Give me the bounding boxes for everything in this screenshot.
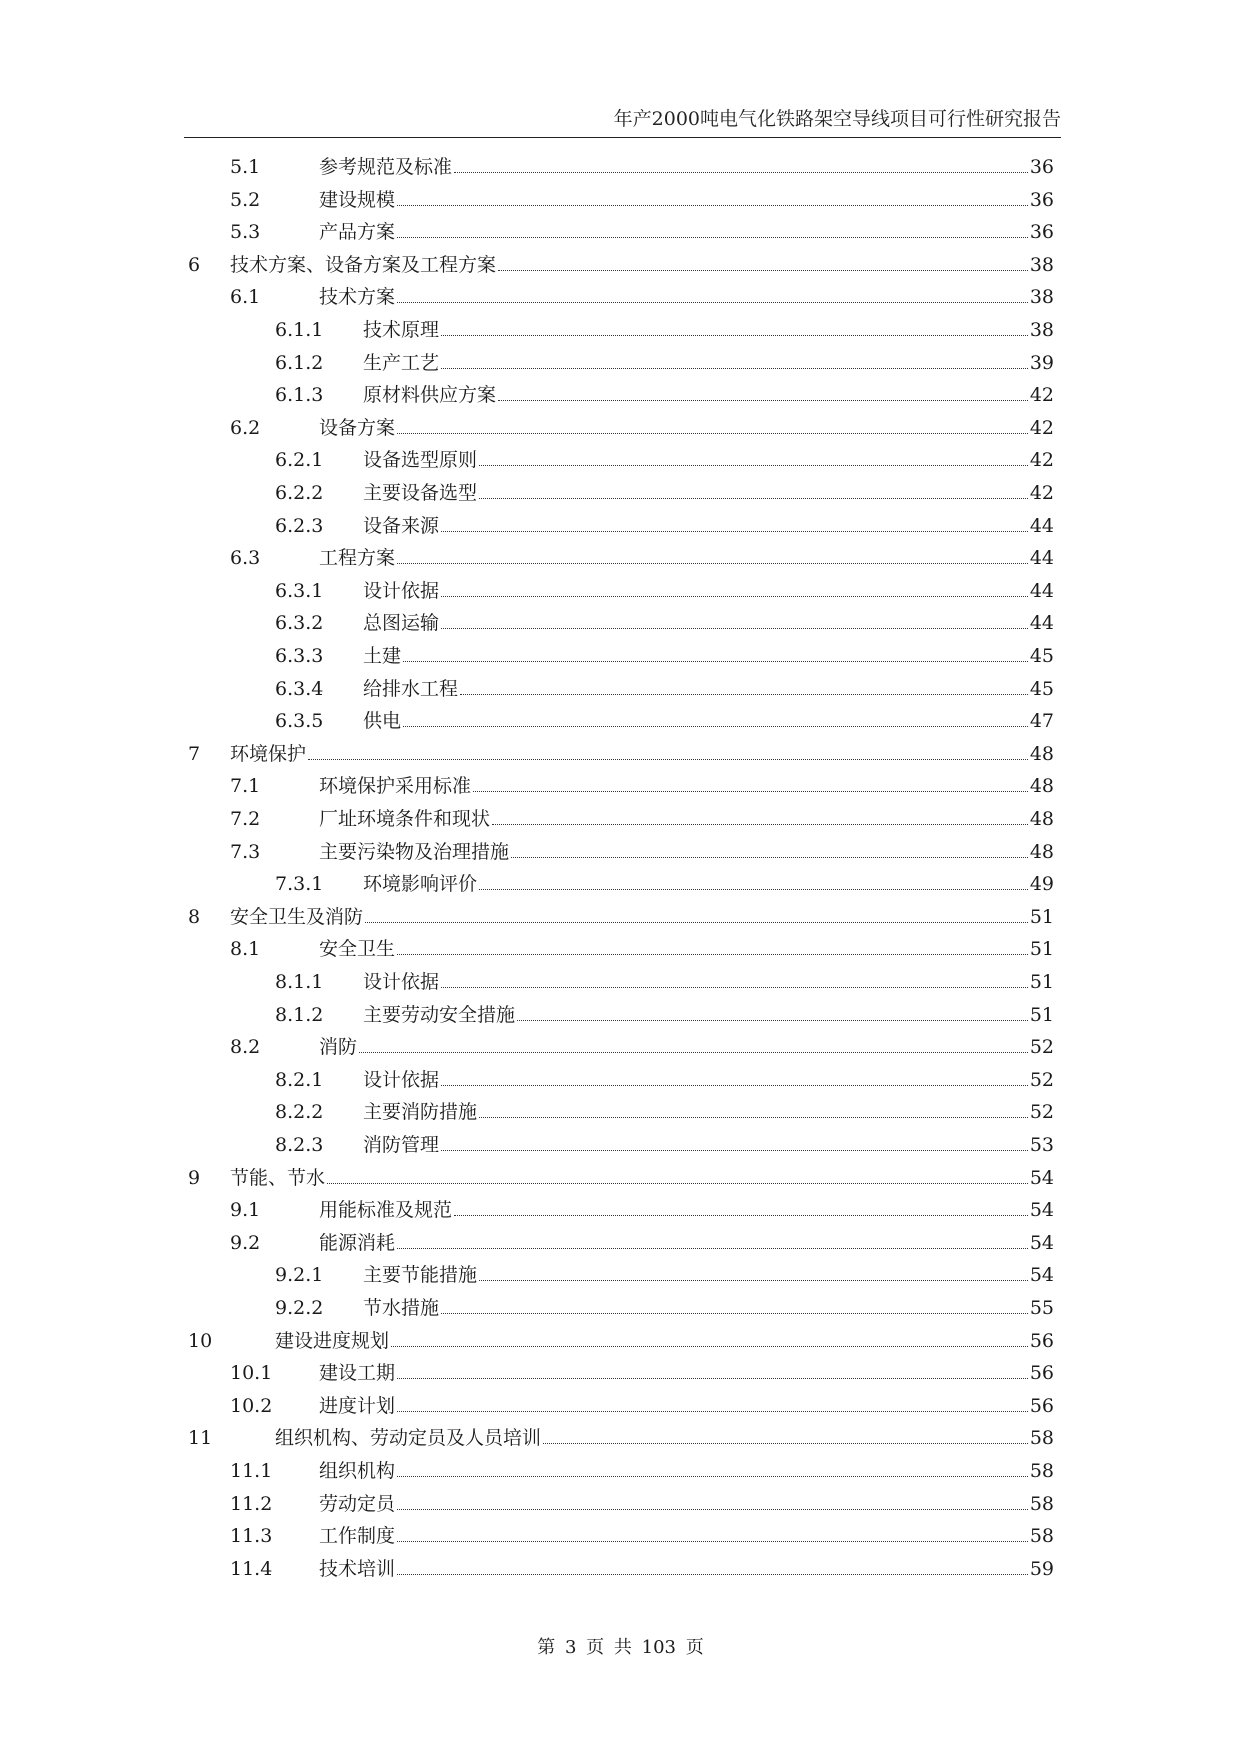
toc-entry-page: 51 xyxy=(1029,971,1054,993)
toc-leader-dots xyxy=(397,954,1028,955)
toc-entry-title: 环境保护 xyxy=(230,742,307,765)
toc-entry-title: 节能、节水 xyxy=(230,1166,326,1189)
toc-entry-title: 组织机构 xyxy=(319,1460,396,1482)
toc-entry-title: 设备选型原则 xyxy=(363,449,478,472)
toc-entry-page: 48 xyxy=(1029,808,1054,830)
toc-entry-number: 7.2 xyxy=(230,808,261,830)
toc-entry-title: 消防 xyxy=(319,1036,358,1059)
toc-entry-number: 6.3.5 xyxy=(275,710,324,733)
toc-entry-title: 安全卫生及消防 xyxy=(230,905,364,928)
toc-entry-page: 54 xyxy=(1029,1199,1054,1222)
toc-entry-number: 6.2.3 xyxy=(275,514,324,537)
toc-leader-dots xyxy=(397,1476,1028,1477)
toc-entry[interactable] xyxy=(0,477,1241,509)
toc-entry[interactable] xyxy=(0,1227,1241,1259)
toc-entry-number: 7.3 xyxy=(230,840,261,863)
toc-entry[interactable] xyxy=(0,542,1241,574)
toc-entry-page: 56 xyxy=(1029,1394,1054,1417)
toc-entry[interactable] xyxy=(0,314,1241,346)
toc-entry[interactable] xyxy=(0,1357,1241,1389)
toc-entry[interactable] xyxy=(0,1194,1241,1226)
toc-entry-number: 10.1 xyxy=(230,1362,273,1385)
toc-entry-number: 11 xyxy=(188,1427,213,1450)
toc-entry-number: 10.2 xyxy=(230,1394,273,1417)
toc-entry-number: 8.1.1 xyxy=(275,971,324,993)
toc-entry[interactable] xyxy=(0,249,1241,281)
toc-leader-dots xyxy=(479,498,1028,499)
toc-entry-number: 6.3.4 xyxy=(275,677,324,700)
toc-entry-number: 8.2 xyxy=(230,1036,261,1059)
toc-entry-page: 44 xyxy=(1029,579,1054,602)
toc-leader-dots xyxy=(511,857,1028,858)
toc-entry-page: 42 xyxy=(1029,416,1054,439)
toc-leader-dots xyxy=(441,1085,1028,1086)
toc-entry-number: 8.1.2 xyxy=(275,1003,324,1026)
toc-entry-number: 5.3 xyxy=(230,221,261,244)
toc-entry[interactable] xyxy=(0,1390,1241,1422)
toc-entry[interactable] xyxy=(0,705,1241,737)
toc-entry-number: 6 xyxy=(188,253,201,276)
toc-entry-number: 9.2.1 xyxy=(275,1264,324,1287)
toc-leader-dots xyxy=(441,335,1028,336)
toc-leader-dots xyxy=(441,628,1028,629)
toc-entry[interactable] xyxy=(0,1422,1241,1454)
toc-entry-number: 6.1.2 xyxy=(275,351,324,374)
toc-entry-page: 44 xyxy=(1029,514,1054,537)
toc-leader-dots xyxy=(365,922,1028,923)
toc-entry-title: 安全卫生 xyxy=(319,938,396,961)
toc-entry-number: 5.2 xyxy=(230,188,261,211)
toc-entry[interactable] xyxy=(0,510,1241,542)
toc-entry-number: 6.1.1 xyxy=(275,319,324,341)
toc-leader-dots xyxy=(473,791,1028,792)
toc-entry[interactable] xyxy=(0,738,1241,770)
toc-entry-title: 主要节能措施 xyxy=(363,1264,478,1287)
toc-entry-page: 51 xyxy=(1029,938,1054,961)
toc-entry-title: 消防管理 xyxy=(363,1134,440,1156)
toc-entry-page: 49 xyxy=(1029,873,1054,896)
toc-entry-number: 9.2 xyxy=(230,1231,261,1254)
toc-entry[interactable] xyxy=(0,607,1241,639)
toc-leader-dots xyxy=(397,1509,1028,1510)
toc-entry-title: 建设进度规划 xyxy=(275,1329,390,1352)
toc-entry-page: 51 xyxy=(1029,1003,1054,1026)
toc-entry-title: 建设工期 xyxy=(319,1362,396,1385)
toc-entry-number: 7.3.1 xyxy=(275,873,324,896)
toc-entry-number: 8.2.2 xyxy=(275,1101,324,1124)
toc-entry-number: 8 xyxy=(188,905,201,928)
toc-entry-title: 设计依据 xyxy=(363,1068,440,1091)
toc-leader-dots xyxy=(498,270,1028,271)
toc-entry[interactable] xyxy=(0,933,1241,965)
toc-entry-page: 52 xyxy=(1029,1101,1054,1124)
toc-entry-number: 7 xyxy=(188,742,201,765)
toc-entry[interactable] xyxy=(0,1031,1241,1063)
toc-entry-page: 48 xyxy=(1029,840,1054,863)
toc-entry-title: 用能标准及规范 xyxy=(319,1199,453,1222)
toc-leader-dots xyxy=(498,400,1028,401)
toc-entry-page: 54 xyxy=(1029,1166,1054,1189)
toc-entry-page: 53 xyxy=(1029,1134,1054,1156)
toc-entry-number: 6.2.2 xyxy=(275,482,324,504)
toc-entry-number: 8.2.1 xyxy=(275,1068,324,1091)
toc-entry-page: 38 xyxy=(1029,253,1054,276)
toc-leader-dots xyxy=(397,1411,1028,1412)
toc-entry[interactable] xyxy=(0,412,1241,444)
toc-entry-page: 52 xyxy=(1029,1068,1054,1091)
toc-entry-number: 9.1 xyxy=(230,1199,261,1222)
toc-entry-page: 45 xyxy=(1029,645,1054,667)
toc-leader-dots xyxy=(441,1313,1028,1314)
toc-entry-page: 55 xyxy=(1029,1297,1054,1319)
toc-entry-title: 劳动定员 xyxy=(319,1492,396,1515)
toc-entry[interactable] xyxy=(0,1129,1241,1161)
toc-entry-page: 39 xyxy=(1029,351,1054,374)
page-footer: 第 3 页 共 103 页 xyxy=(537,1637,704,1658)
toc-entry-title: 生产工艺 xyxy=(363,351,440,374)
header-divider xyxy=(184,137,1061,138)
toc-entry[interactable] xyxy=(0,1096,1241,1128)
toc-leader-dots xyxy=(543,1443,1028,1444)
toc-leader-dots xyxy=(441,531,1028,532)
toc-entry-title: 供电 xyxy=(363,710,402,733)
toc-entry-page: 38 xyxy=(1029,319,1054,341)
toc-leader-dots xyxy=(454,172,1028,173)
toc-entry-page: 59 xyxy=(1029,1557,1054,1580)
toc-leader-dots xyxy=(492,824,1028,825)
toc-leader-dots xyxy=(308,759,1028,760)
toc-leader-dots xyxy=(441,987,1028,988)
document-header-title: 年产2000吨电气化铁路架空导线项目可行性研究报告 xyxy=(613,108,1061,130)
toc-entry[interactable] xyxy=(0,673,1241,705)
toc-entry-number: 9 xyxy=(188,1166,201,1189)
toc-entry-page: 58 xyxy=(1029,1525,1054,1548)
toc-entry-number: 5.1 xyxy=(230,156,261,178)
toc-entry-title: 节水措施 xyxy=(363,1297,440,1319)
toc-entry-title: 技术培训 xyxy=(319,1557,396,1580)
toc-entry-page: 44 xyxy=(1029,547,1054,570)
toc-entry-page: 36 xyxy=(1029,221,1054,244)
toc-entry-title: 总图运输 xyxy=(363,612,440,635)
toc-leader-dots xyxy=(441,1150,1028,1151)
toc-entry-title: 给排水工程 xyxy=(363,677,459,700)
toc-entry-page: 51 xyxy=(1029,905,1054,928)
toc-entry[interactable] xyxy=(0,1325,1241,1357)
toc-entry-title: 厂址环境条件和现状 xyxy=(319,808,491,830)
toc-entry[interactable] xyxy=(0,216,1241,248)
toc-entry-number: 11.1 xyxy=(230,1460,273,1482)
toc-entry[interactable] xyxy=(0,379,1241,411)
toc-entry[interactable] xyxy=(0,1064,1241,1096)
toc-entry-number: 7.1 xyxy=(230,775,261,798)
toc-entry-page: 45 xyxy=(1029,677,1054,700)
toc-entry-title: 产品方案 xyxy=(319,221,396,244)
toc-entry[interactable] xyxy=(0,640,1241,672)
toc-leader-dots xyxy=(327,1183,1028,1184)
toc-entry-page: 36 xyxy=(1029,156,1054,178)
toc-entry[interactable] xyxy=(0,1455,1241,1487)
toc-entry-number: 6.3.2 xyxy=(275,612,324,635)
toc-leader-dots xyxy=(460,694,1028,695)
toc-entry-page: 36 xyxy=(1029,188,1054,211)
toc-entry-number: 6.3.3 xyxy=(275,645,324,667)
toc-entry[interactable] xyxy=(0,444,1241,476)
toc-entry[interactable] xyxy=(0,803,1241,835)
toc-entry[interactable] xyxy=(0,184,1241,216)
toc-entry-title: 进度计划 xyxy=(319,1394,396,1417)
toc-entry[interactable] xyxy=(0,1553,1241,1585)
toc-entry-page: 58 xyxy=(1029,1460,1054,1482)
toc-entry[interactable] xyxy=(0,347,1241,379)
toc-entry[interactable] xyxy=(0,770,1241,802)
toc-entry-page: 42 xyxy=(1029,482,1054,504)
toc-entry-number: 11.3 xyxy=(230,1525,273,1548)
toc-entry-page: 47 xyxy=(1029,710,1054,733)
toc-leader-dots xyxy=(397,1378,1028,1379)
toc-leader-dots xyxy=(397,433,1028,434)
toc-entry[interactable] xyxy=(0,1520,1241,1552)
toc-leader-dots xyxy=(479,1117,1028,1118)
toc-entry-title: 主要污染物及治理措施 xyxy=(319,840,510,863)
toc-entry-page: 48 xyxy=(1029,775,1054,798)
toc-entry-number: 6.3.1 xyxy=(275,579,324,602)
toc-entry[interactable] xyxy=(0,1292,1241,1324)
toc-entry-number: 6.2 xyxy=(230,416,261,439)
toc-entry-title: 主要设备选型 xyxy=(363,482,478,504)
toc-entry-number: 8.2.3 xyxy=(275,1134,324,1156)
toc-leader-dots xyxy=(403,726,1028,727)
toc-entry-number: 6.1.3 xyxy=(275,384,324,407)
toc-entry[interactable] xyxy=(0,575,1241,607)
toc-entry-title: 建设规模 xyxy=(319,188,396,211)
toc-leader-dots xyxy=(397,1541,1028,1542)
toc-entry[interactable] xyxy=(0,836,1241,868)
toc-entry-title: 能源消耗 xyxy=(319,1231,396,1254)
toc-leader-dots xyxy=(454,1215,1028,1216)
toc-entry-title: 工程方案 xyxy=(319,547,396,570)
toc-leader-dots xyxy=(397,1248,1028,1249)
toc-entry-title: 设备来源 xyxy=(363,514,440,537)
toc-entry-page: 54 xyxy=(1029,1264,1054,1287)
toc-entry-title: 工作制度 xyxy=(319,1525,396,1548)
toc-leader-dots xyxy=(397,1574,1028,1575)
toc-entry-title: 原材料供应方案 xyxy=(363,384,497,407)
toc-entry-page: 48 xyxy=(1029,742,1054,765)
toc-leader-dots xyxy=(397,205,1028,206)
toc-leader-dots xyxy=(397,237,1028,238)
toc-entry[interactable] xyxy=(0,999,1241,1031)
toc-entry-number: 11.2 xyxy=(230,1492,273,1515)
toc-entry[interactable] xyxy=(0,966,1241,998)
toc-leader-dots xyxy=(391,1346,1028,1347)
toc-entry-page: 54 xyxy=(1029,1231,1054,1254)
toc-entry[interactable] xyxy=(0,901,1241,933)
toc-entry-page: 44 xyxy=(1029,612,1054,635)
toc-entry-title: 组织机构、劳动定员及人员培训 xyxy=(275,1427,542,1450)
toc-leader-dots xyxy=(441,596,1028,597)
toc-entry-number: 10 xyxy=(188,1329,213,1352)
toc-leader-dots xyxy=(479,1280,1028,1281)
toc-entry-page: 58 xyxy=(1029,1427,1054,1450)
toc-entry[interactable] xyxy=(0,1162,1241,1194)
toc-entry-title: 技术原理 xyxy=(363,319,440,341)
toc-entry[interactable] xyxy=(0,1259,1241,1291)
toc-entry-number: 11.4 xyxy=(230,1557,273,1580)
toc-entry-title: 主要劳动安全措施 xyxy=(363,1003,516,1026)
toc-leader-dots xyxy=(441,368,1028,369)
toc-leader-dots xyxy=(397,563,1028,564)
toc-entry-title: 技术方案 xyxy=(319,286,396,309)
toc-entry-page: 58 xyxy=(1029,1492,1054,1515)
toc-leader-dots xyxy=(359,1052,1028,1053)
toc-entry[interactable] xyxy=(0,151,1241,183)
toc-entry-page: 42 xyxy=(1029,449,1054,472)
toc-entry-title: 环境保护采用标准 xyxy=(319,775,472,798)
toc-entry-title: 设备方案 xyxy=(319,416,396,439)
toc-entry-title: 设计依据 xyxy=(363,971,440,993)
toc-entry[interactable] xyxy=(0,868,1241,900)
toc-leader-dots xyxy=(403,661,1028,662)
toc-entry-title: 技术方案、设备方案及工程方案 xyxy=(230,253,497,276)
toc-entry-number: 6.3 xyxy=(230,547,261,570)
toc-entry-page: 56 xyxy=(1029,1362,1054,1385)
toc-entry-page: 38 xyxy=(1029,286,1054,309)
toc-entry-number: 6.1 xyxy=(230,286,261,309)
toc-entry-number: 9.2.2 xyxy=(275,1297,324,1319)
toc-entry-title: 设计依据 xyxy=(363,579,440,602)
toc-leader-dots xyxy=(517,1020,1028,1021)
toc-leader-dots xyxy=(479,465,1028,466)
toc-entry-title: 环境影响评价 xyxy=(363,873,478,896)
toc-entry-title: 土建 xyxy=(363,645,402,667)
toc-entry-page: 42 xyxy=(1029,384,1054,407)
toc-entry-number: 6.2.1 xyxy=(275,449,324,472)
toc-entry-page: 56 xyxy=(1029,1329,1054,1352)
toc-leader-dots xyxy=(479,889,1028,890)
toc-entry-number: 8.1 xyxy=(230,938,261,961)
toc-entry[interactable] xyxy=(0,1488,1241,1520)
toc-entry-page: 52 xyxy=(1029,1036,1054,1059)
toc-leader-dots xyxy=(397,302,1028,303)
toc-entry[interactable] xyxy=(0,281,1241,313)
toc-entry-title: 参考规范及标准 xyxy=(319,156,453,178)
toc-entry-title: 主要消防措施 xyxy=(363,1101,478,1124)
